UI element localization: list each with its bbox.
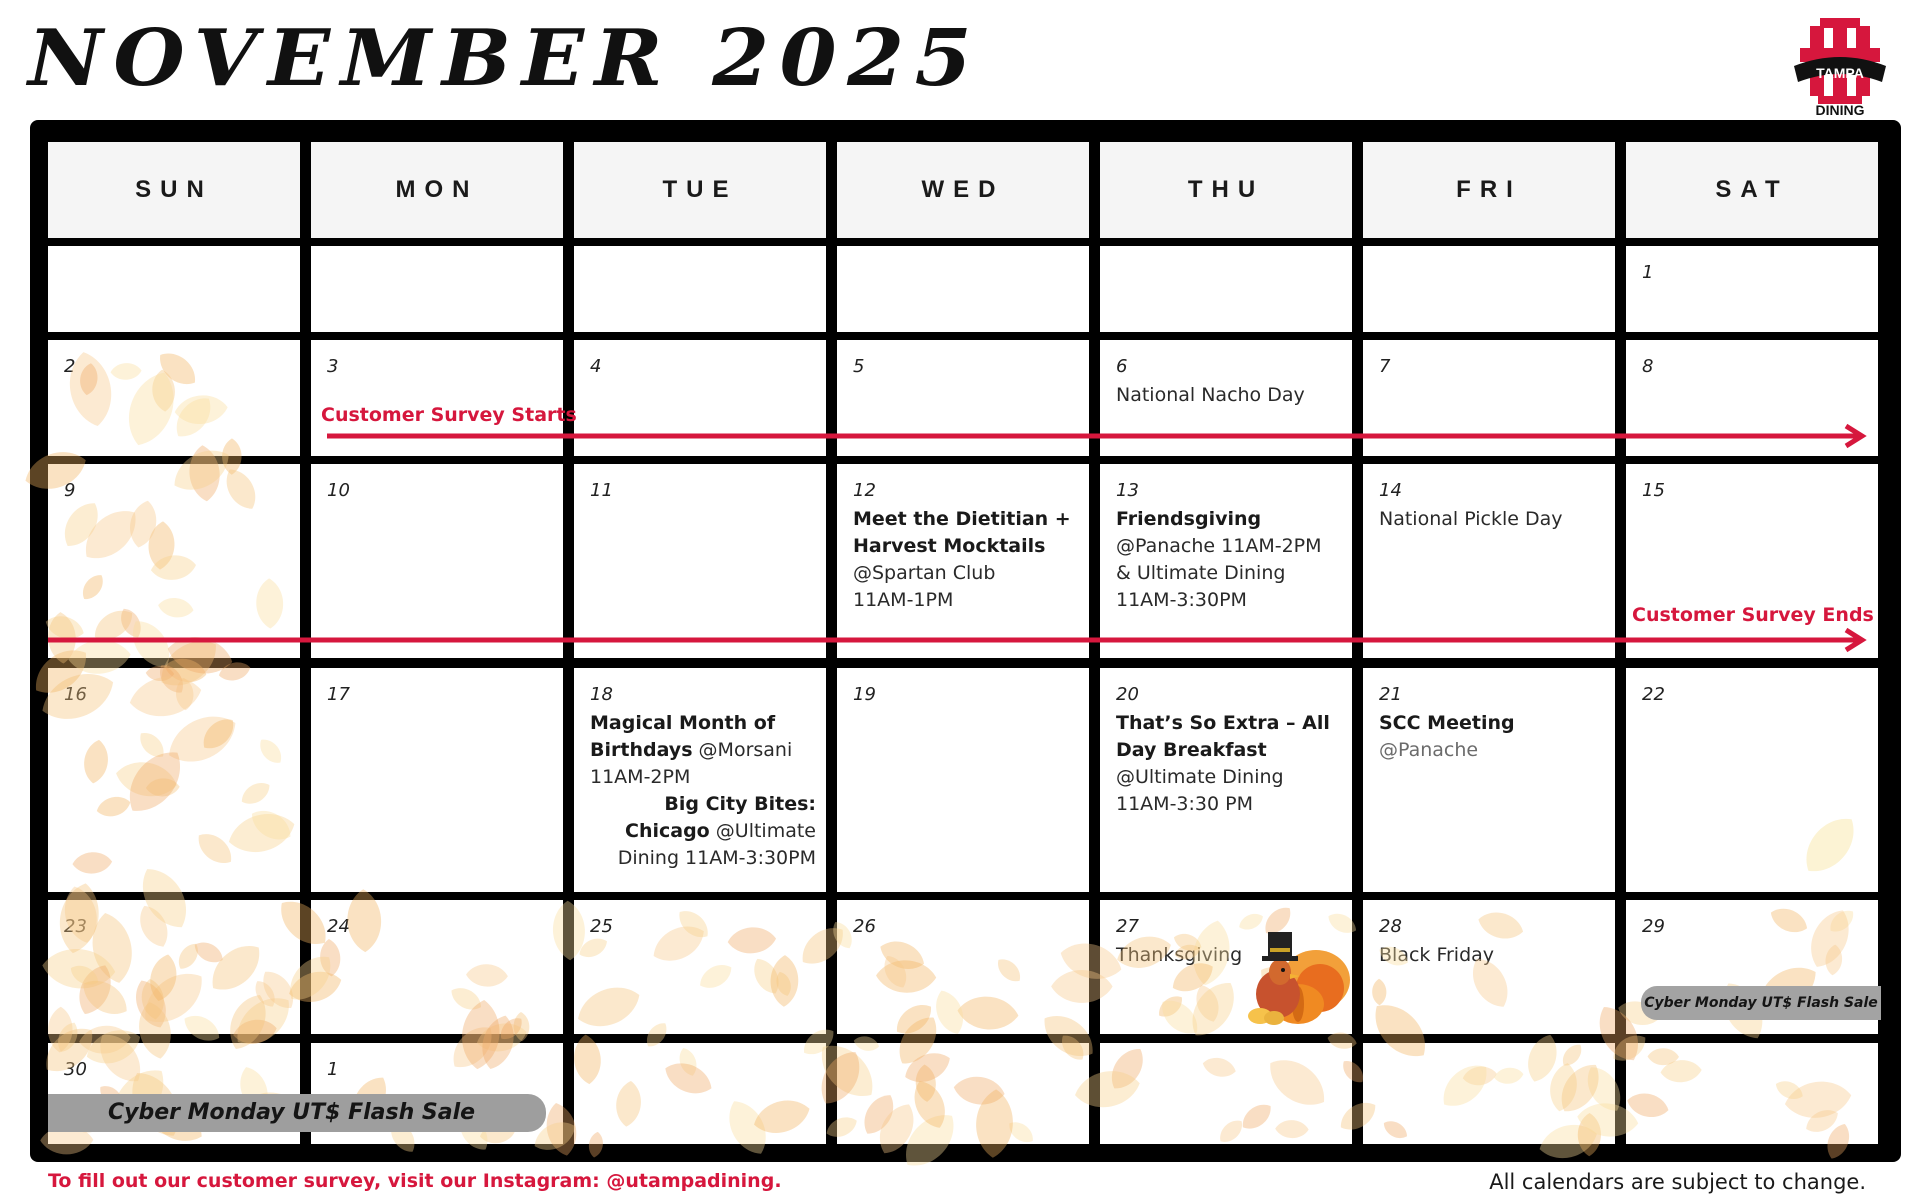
day-number: 18 bbox=[590, 684, 613, 705]
day-number: 1 bbox=[1642, 262, 1654, 283]
day-number: 14 bbox=[1379, 480, 1402, 501]
day-cell bbox=[1363, 246, 1615, 332]
day-cell bbox=[1626, 1043, 1878, 1144]
event-line bbox=[1379, 710, 1605, 737]
day-number: 20 bbox=[1116, 684, 1139, 705]
weekday-header-sun: SUN bbox=[48, 142, 300, 238]
day-number: 27 bbox=[1116, 916, 1139, 937]
event-detail: 11AM-3:30 PM bbox=[1116, 793, 1253, 815]
day-cell bbox=[837, 246, 1089, 332]
event-line bbox=[1116, 560, 1342, 587]
day-cell bbox=[311, 668, 563, 892]
weekday-header-tue: TUE bbox=[574, 142, 826, 238]
day-cell bbox=[311, 464, 563, 658]
day-cell bbox=[1363, 900, 1615, 1034]
event-title: Big City Bites: bbox=[664, 793, 816, 815]
day-number: 4 bbox=[590, 356, 602, 377]
event-detail: @Ultimate bbox=[709, 820, 816, 842]
day-cell bbox=[311, 340, 563, 456]
event-text bbox=[1379, 710, 1605, 764]
day-cell bbox=[1363, 340, 1615, 456]
day-number: 12 bbox=[853, 480, 876, 501]
day-cell bbox=[837, 340, 1089, 456]
event-line bbox=[590, 791, 816, 818]
event-line bbox=[1116, 382, 1342, 409]
day-cell bbox=[574, 464, 826, 658]
event-title: Magical Month of bbox=[590, 712, 776, 734]
event-line bbox=[853, 506, 1079, 533]
survey-start-label: Customer Survey Starts bbox=[321, 404, 577, 426]
day-cell bbox=[1363, 1043, 1615, 1144]
day-number: 10 bbox=[327, 480, 350, 501]
event-text bbox=[1116, 382, 1342, 409]
day-number: 21 bbox=[1379, 684, 1402, 705]
cyber-monday-flash-sale-tag: Cyber Monday UT$ Flash Sale bbox=[1641, 986, 1881, 1020]
day-number: 13 bbox=[1116, 480, 1139, 501]
weekday-header-sat: SAT bbox=[1626, 142, 1878, 238]
footer-survey-note: To fill out our customer survey, visit our Instagram: @utampadining. bbox=[48, 1170, 782, 1192]
event-title: Day Breakfast bbox=[1116, 739, 1267, 761]
event-title: SCC Meeting bbox=[1379, 712, 1515, 734]
day-number: 8 bbox=[1642, 356, 1654, 377]
event-title: Chicago bbox=[625, 820, 710, 842]
day-cell bbox=[48, 246, 300, 332]
event-title: Friendsgiving bbox=[1116, 508, 1262, 530]
day-cell bbox=[1626, 246, 1878, 332]
event-line bbox=[590, 737, 816, 764]
event-line bbox=[590, 818, 816, 845]
day-cell bbox=[48, 340, 300, 456]
cyber-monday-flash-sale-banner: Cyber Monday UT$ Flash Sale bbox=[48, 1094, 546, 1132]
event-detail: 11AM-3:30PM bbox=[1116, 589, 1247, 611]
logo-subtitle: DINING bbox=[1815, 102, 1865, 118]
event-line bbox=[590, 710, 816, 737]
day-number: 28 bbox=[1379, 916, 1402, 937]
event-line bbox=[1116, 791, 1342, 818]
event-line bbox=[1116, 506, 1342, 533]
ut-dining-logo bbox=[1790, 18, 1890, 118]
day-cell bbox=[837, 668, 1089, 892]
event-detail: & Ultimate Dining bbox=[1116, 562, 1286, 584]
day-cell bbox=[1100, 1043, 1352, 1144]
weekday-header-fri: FRI bbox=[1363, 142, 1615, 238]
event-detail: @Spartan Club bbox=[853, 562, 996, 584]
day-cell bbox=[1626, 668, 1878, 892]
day-number: 22 bbox=[1642, 684, 1665, 705]
page-title: NOVEMBER 2025 bbox=[28, 13, 983, 104]
event-detail: Black Friday bbox=[1379, 944, 1495, 966]
day-number: 3 bbox=[327, 356, 339, 377]
event-line bbox=[1116, 710, 1342, 737]
day-cell bbox=[574, 1043, 826, 1144]
event-line bbox=[1379, 737, 1605, 764]
day-number: 5 bbox=[853, 356, 865, 377]
day-cell bbox=[1100, 340, 1352, 456]
event-detail: Dining 11AM-3:30PM bbox=[617, 847, 816, 869]
day-number: 9 bbox=[64, 480, 76, 501]
event-detail: Thanksgiving bbox=[1116, 944, 1243, 966]
day-number: 24 bbox=[327, 916, 350, 937]
day-cell bbox=[1100, 464, 1352, 658]
event-detail: @Morsani bbox=[692, 739, 793, 761]
weekday-header-thu: THU bbox=[1100, 142, 1352, 238]
day-cell bbox=[1100, 668, 1352, 892]
day-number: 19 bbox=[853, 684, 876, 705]
event-title: Harvest Mocktails bbox=[853, 535, 1046, 557]
day-number: 30 bbox=[64, 1059, 87, 1080]
event-detail: @Panache bbox=[1379, 739, 1479, 761]
day-cell bbox=[574, 900, 826, 1034]
day-cell bbox=[837, 464, 1089, 658]
event-text bbox=[1379, 942, 1605, 969]
event-text bbox=[1116, 506, 1342, 614]
day-number: 26 bbox=[853, 916, 876, 937]
day-number: 11 bbox=[590, 480, 613, 501]
weekday-header-mon: MON bbox=[311, 142, 563, 238]
event-line bbox=[1379, 506, 1605, 533]
day-cell bbox=[311, 900, 563, 1034]
day-cell bbox=[1626, 340, 1878, 456]
event-text bbox=[1379, 506, 1605, 533]
day-number: 7 bbox=[1379, 356, 1391, 377]
event-title: Meet the Dietitian + bbox=[853, 508, 1071, 530]
event-line bbox=[590, 764, 816, 791]
day-cell bbox=[48, 668, 300, 892]
event-text bbox=[590, 710, 816, 872]
event-line bbox=[1379, 942, 1605, 969]
day-number: 16 bbox=[64, 684, 87, 705]
event-text bbox=[853, 506, 1079, 614]
day-number: 2 bbox=[64, 356, 76, 377]
day-cell bbox=[574, 246, 826, 332]
day-cell bbox=[574, 668, 826, 892]
day-cell bbox=[1363, 668, 1615, 892]
pilgrim-turkey-icon bbox=[1234, 918, 1356, 1030]
day-number: 6 bbox=[1116, 356, 1128, 377]
event-title: Birthdays bbox=[590, 739, 693, 761]
day-cell bbox=[574, 340, 826, 456]
day-cell bbox=[311, 246, 563, 332]
event-text bbox=[1116, 710, 1342, 818]
event-line bbox=[853, 587, 1079, 614]
weekday-header-wed: WED bbox=[837, 142, 1089, 238]
event-title: That’s So Extra – All bbox=[1116, 712, 1330, 734]
event-detail: 11AM-2PM bbox=[590, 766, 691, 788]
day-cell bbox=[1626, 464, 1878, 658]
footer-disclaimer: All calendars are subject to change. bbox=[1489, 1170, 1866, 1194]
event-detail: @Panache 11AM-2PM bbox=[1116, 535, 1322, 557]
event-line bbox=[853, 533, 1079, 560]
event-detail: National Nacho Day bbox=[1116, 384, 1305, 406]
event-line bbox=[1116, 587, 1342, 614]
day-number: 25 bbox=[590, 916, 613, 937]
day-number: 23 bbox=[64, 916, 87, 937]
event-line bbox=[853, 560, 1079, 587]
day-number: 1 bbox=[327, 1059, 339, 1080]
event-detail: @Ultimate Dining bbox=[1116, 766, 1284, 788]
survey-end-label: Customer Survey Ends bbox=[1632, 604, 1874, 626]
day-cell bbox=[48, 900, 300, 1034]
ut-logo-icon bbox=[1790, 18, 1890, 108]
event-line bbox=[1116, 764, 1342, 791]
event-line bbox=[1116, 533, 1342, 560]
day-cell bbox=[48, 464, 300, 658]
event-line bbox=[590, 845, 816, 872]
day-cell bbox=[1100, 246, 1352, 332]
event-line bbox=[1116, 737, 1342, 764]
event-detail: 11AM-1PM bbox=[853, 589, 954, 611]
day-cell bbox=[1363, 464, 1615, 658]
event-detail: National Pickle Day bbox=[1379, 508, 1563, 530]
day-number: 17 bbox=[327, 684, 350, 705]
day-number: 15 bbox=[1642, 480, 1665, 501]
day-cell bbox=[837, 900, 1089, 1034]
svg-text:TAMPA: TAMPA bbox=[1816, 65, 1864, 81]
day-cell bbox=[837, 1043, 1089, 1144]
day-number: 29 bbox=[1642, 916, 1665, 937]
